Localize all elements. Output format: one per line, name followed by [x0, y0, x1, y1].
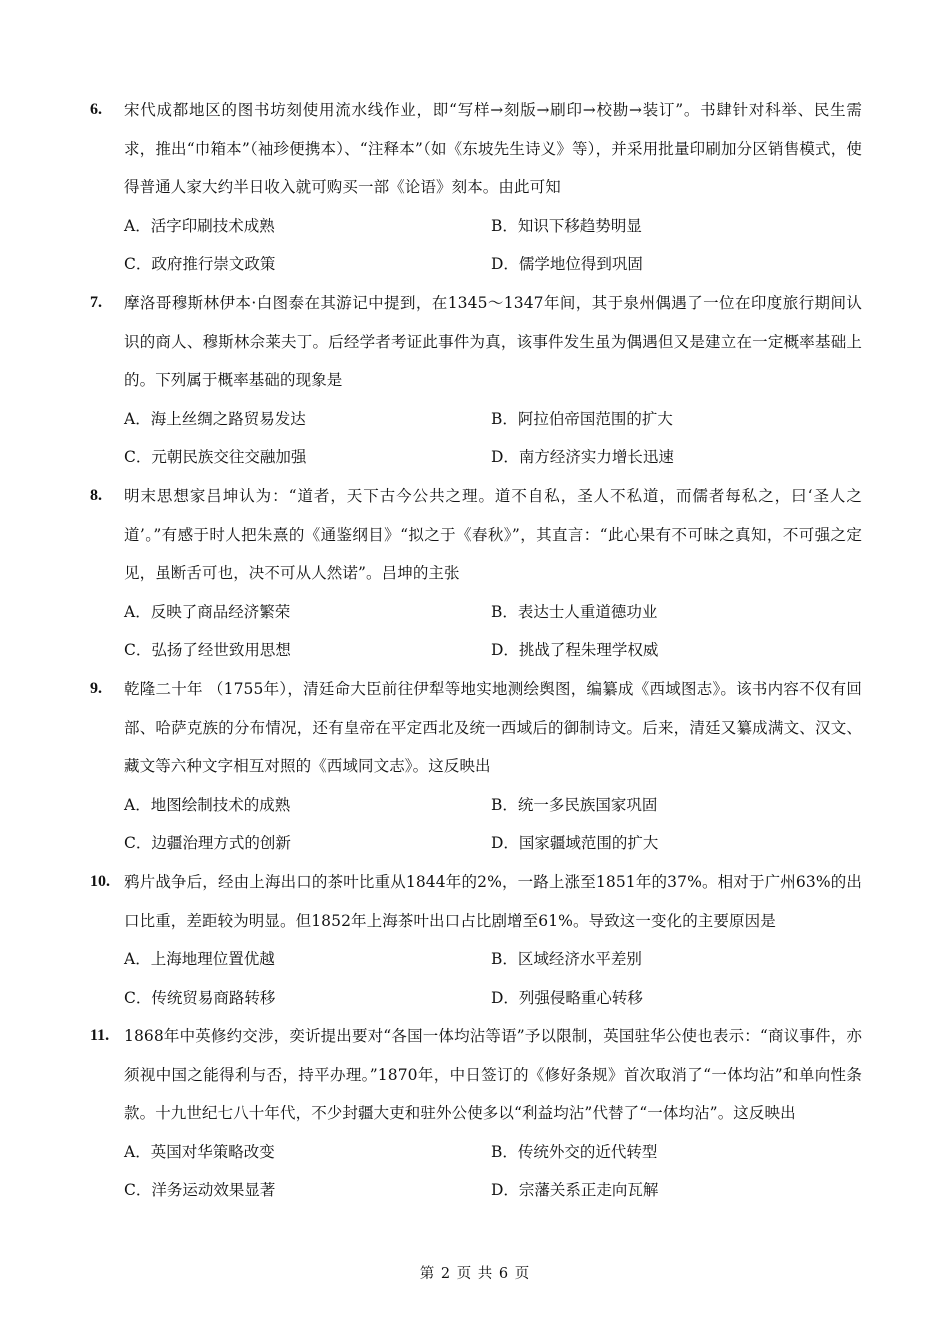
question-stem: 1868年中英修约交涉，奕䜣提出要对“各国一体均沾等语”予以限制，英国驻华公使也表示：“商议事件，亦须视中国之能得利与否，持平办理。”1870年，中日签订的《修好条规》首次取消了“一体均沾”和单向性条款。十九世纪七八十年代，不少封疆大吏和驻外公使多以“利益均沾”代替了“一体均沾”。这反映出: [124, 1027, 862, 1122]
question-stem: 乾隆二十年 （1755年），清廷命大臣前往伊犁等地实地测绘舆图，编纂成《西域图志》。该书内容不仅有回部、哈萨克族的分布情况，还有皇帝在平定西北及统一西域后的御制诗文。后来，清廷又纂成满文、汉文、藏文等六种文字相互对照的《西域同文志》。这反映出: [124, 680, 862, 775]
question-stem: 明末思想家吕坤认为：“道者，天下古今公共之理。道不自私，圣人不私道，而儒者每私之，曰‘圣人之道’。”有感于时人把朱熹的《通鉴纲目》“拟之于《春秋》”，其直言：“此心果有不可昧之真知，不可强之定见，虽断舌可也，决不可从人然诺”。吕坤的主张: [124, 487, 862, 582]
option-b[interactable]: B．阿拉伯帝国范围的扩大: [491, 409, 673, 428]
question-6: [90, 91, 862, 284]
question-number: 8.: [90, 487, 102, 504]
option-a[interactable]: A．地图绘制技术的成熟: [124, 795, 291, 814]
option-b[interactable]: B．统一多民族国家巩固: [491, 795, 658, 814]
option-d[interactable]: D．挑战了程朱理学权威: [491, 641, 659, 659]
question-stem: 鸦片战争后，经由上海出口的茶叶比重从1844年的2%，一路上涨至1851年的37%。相对于广州63%的出口比重，差距较为明显。但1852年上海茶叶出口占比剧增至61%。导致这一变化的主要原因是: [124, 873, 862, 930]
question-stem: 宋代成都地区的图书坊刻使用流水线作业，即“写样→刻版→刷印→校勘→装订”。书肆针对科举、民生需求，推出“巾箱本”（袖珍便携本）、“注释本”（如《东坡先生诗义》等），并采用批量印刷加分区销售模式，使得普通人家大约半日收入就可购买一部《论语》刻本。由此可知: [124, 101, 862, 196]
option-d[interactable]: D．南方经济实力增长迅速: [491, 448, 674, 466]
option-c[interactable]: C．边疆治理方式的创新: [124, 834, 291, 852]
option-c[interactable]: C．传统贸易商路转移: [124, 988, 276, 1007]
options: [124, 593, 862, 670]
option-a[interactable]: A．英国对华策略改变: [124, 1142, 275, 1161]
option-c[interactable]: C．元朝民族交往交融加强: [124, 448, 307, 466]
question-11: [90, 1017, 862, 1210]
option-c[interactable]: C．政府推行崇文政策: [124, 255, 276, 273]
options: [124, 1133, 862, 1210]
option-a[interactable]: A．活字印刷技术成熟: [124, 216, 275, 235]
question-number: 6.: [90, 101, 102, 118]
option-b[interactable]: B．表达士人重道德功业: [491, 602, 658, 621]
option-b[interactable]: B．传统外交的近代转型: [491, 1142, 658, 1161]
option-a[interactable]: A．上海地理位置优越: [124, 950, 275, 968]
option-d[interactable]: D．儒学地位得到巩固: [491, 255, 643, 273]
question-number: 10.: [90, 873, 110, 890]
question-stem: 摩洛哥穆斯林伊本·白图泰在其游记中提到，在1345～1347年间，其于泉州偶遇了一位在印度旅行期间认识的商人、穆斯林佘莱夫丁。后经学者考证此事件为真，该事件发生虽为偶遇但又是建立在一定概率基础上的。下列属于概率基础的现象是: [124, 294, 862, 389]
question-number: 11.: [90, 1027, 110, 1044]
option-d[interactable]: D．宗藩关系正走向瓦解: [491, 1181, 659, 1199]
option-b[interactable]: B．知识下移趋势明显: [491, 216, 642, 235]
options: [124, 207, 862, 284]
option-d[interactable]: D．国家疆域范围的扩大: [491, 834, 659, 852]
option-b[interactable]: B．区域经济水平差别: [491, 950, 642, 968]
option-c[interactable]: C．弘扬了经世致用思想: [124, 641, 291, 659]
option-d[interactable]: D．列强侵略重心转移: [491, 988, 643, 1007]
option-a[interactable]: A．海上丝绸之路贸易发达: [124, 409, 306, 428]
option-c[interactable]: C．洋务运动效果显著: [124, 1181, 276, 1199]
options: [124, 786, 862, 863]
question-number: 7.: [90, 294, 102, 311]
page-footer: 第 2 页 共 6 页: [419, 1266, 531, 1282]
options: [124, 400, 862, 477]
question-number: 9.: [90, 680, 102, 697]
question-9: [90, 670, 862, 863]
question-7: [90, 284, 862, 477]
option-a[interactable]: A．反映了商品经济繁荣: [124, 602, 291, 621]
question-10: [90, 863, 862, 1017]
options: [124, 940, 862, 1017]
question-8: [90, 477, 862, 670]
